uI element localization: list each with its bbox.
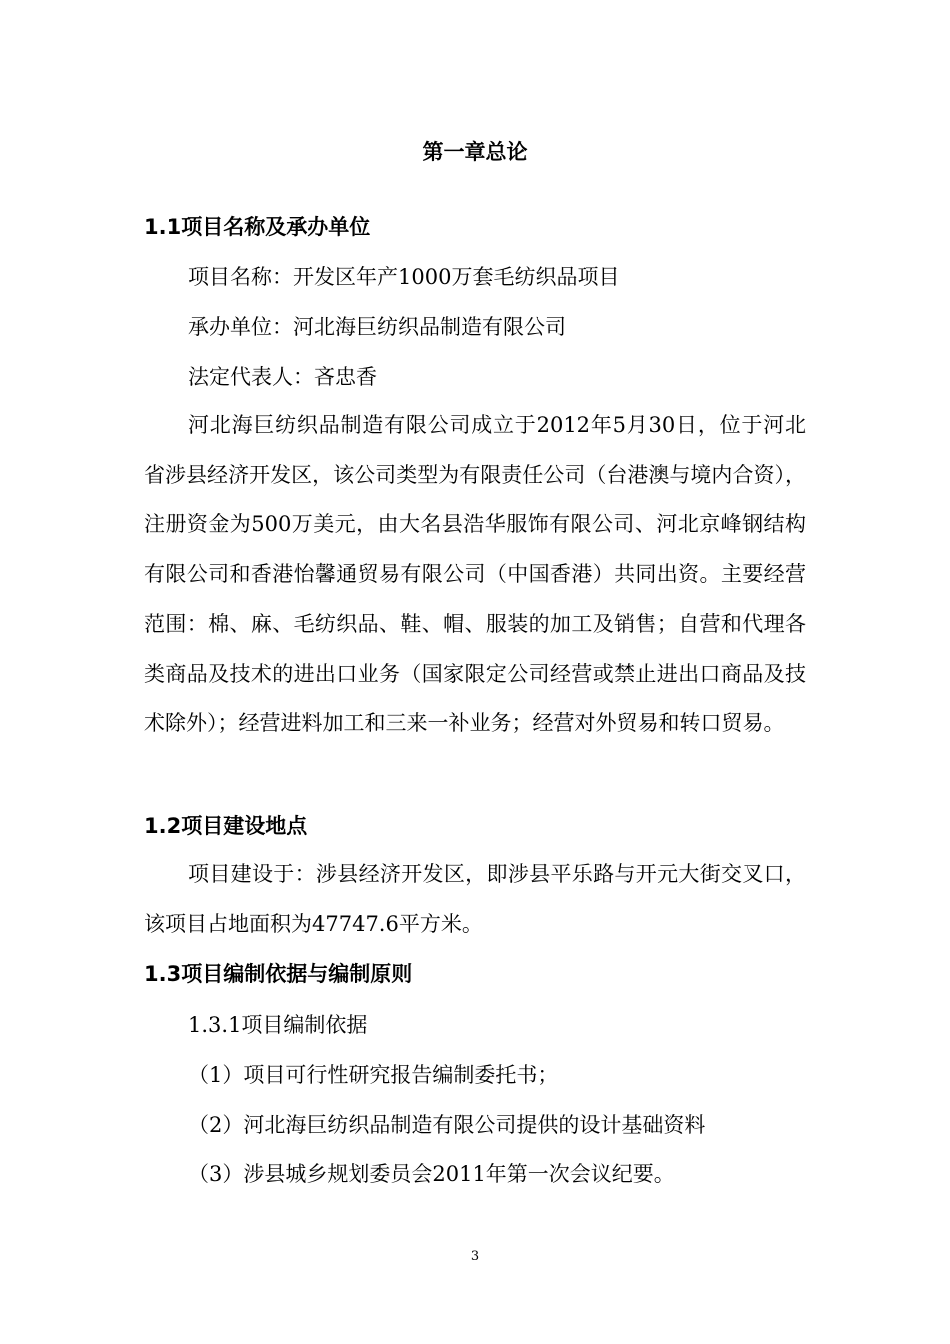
- section-heading-1-3: 1.3项目编制依据与编制原则: [144, 962, 413, 986]
- chapter-title: 第一章总论: [422, 140, 528, 164]
- company-description-paragraph: 河北海巨纺织品制造有限公司成立于2012年5月30日，位于河北省涉县经济开发区，该公司类型为有限责任公司（台港澳与境内合资），注册资金为500万美元，由大名县浩华服饰有限公司、河北京峰钢结构有限公司和香港怡馨通贸易有限公司（中国香港）共同出资。主要经营范围：棉、麻、毛纺织品、鞋、帽、服装的加工及销售；自营和代理各类商品及技术的进出口业务（国家限定公司经营或禁止进出口商品及技术除外）；经营进料加工和三来一补业务；经营对外贸易和转口贸易。: [144, 413, 806, 736]
- project-name-line: 项目名称：开发区年产1000万套毛纺织品项目: [188, 265, 620, 289]
- section-heading-1-2: 1.2项目建设地点: [144, 814, 308, 838]
- undertaking-unit-line: 承办单位：河北海巨纺织品制造有限公司: [188, 315, 566, 339]
- project-location-paragraph: 项目建设于：涉县经济开发区，即涉县平乐路与开元大街交叉口，该项目占地面积为47747.6平方米。: [144, 862, 806, 936]
- page-number: 3: [470, 1249, 480, 1264]
- list-item: （3）涉县城乡规划委员会2011年第一次会议纪要。: [188, 1162, 675, 1186]
- list-item: （1）项目可行性研究报告编制委托书；: [188, 1063, 559, 1087]
- list-item: （2）河北海巨纺织品制造有限公司提供的设计基础资料: [188, 1113, 706, 1137]
- legal-representative-line: 法定代表人：吝忠香: [188, 365, 377, 389]
- section-heading-1-1: 1.1项目名称及承办单位: [144, 215, 371, 239]
- subsection-heading-1-3-1: 1.3.1项目编制依据: [188, 1013, 368, 1037]
